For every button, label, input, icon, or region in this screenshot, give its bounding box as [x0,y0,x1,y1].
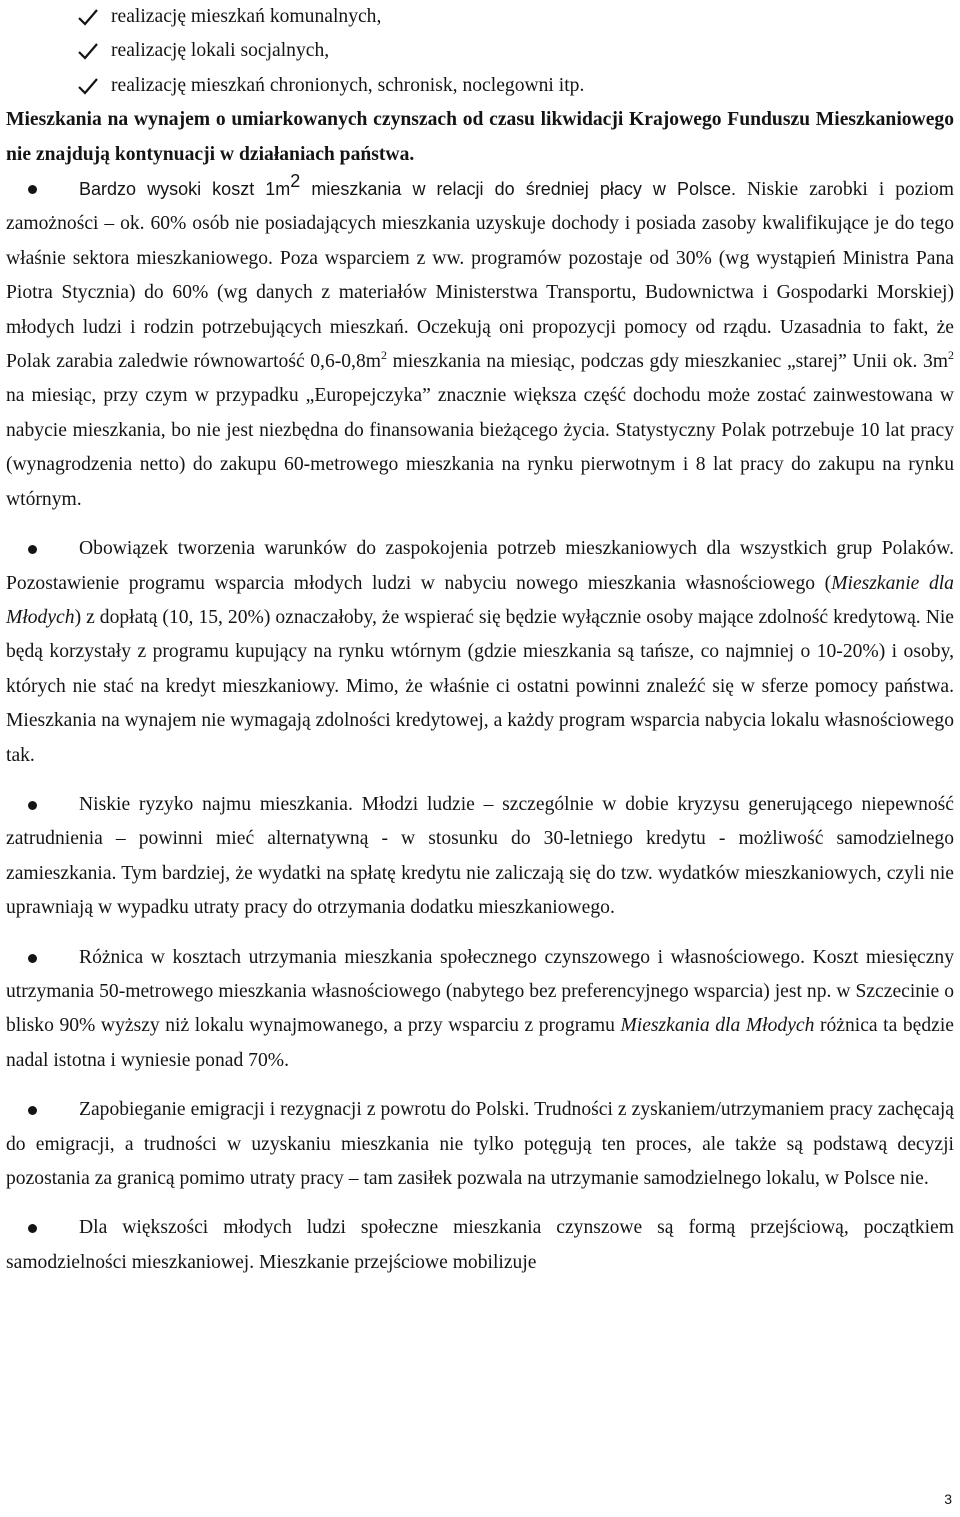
checkmark-icon [77,69,103,103]
bullet-text: Różnica w kosztach utrzymania mieszkania społecznego czynszowego i własnościowego. Koszt miesięczny utrzymania 50-metrowego mieszkania własnościowego (nabytego bez preferencyjnego wsparcia) jest np. w Szczecinie o blisko 90% wyższy niż lokalu wynajmowanego, a przy wsparciu z programu Mieszkania dla Młodych różnica ta będzie nadal istotna i wyniesie ponad 70%. [6,946,954,1071]
bullet-text: Zapobieganie emigracji i rezygnacji z powrotu do Polski. Trudności z zyskaniem/utrzymaniem pracy zachęcają do emigracji, a trudności w uzyskaniu mieszkania nie tylko potęgują ten proces, ale także są podstawą decyzji pozostania za granicą pomimo utraty pracy – tam zasiłek pozwala na utrzymanie samodzielnego lokalu, w Polsce nie. [6,1099,954,1189]
bullet-item-obligation [6,532,954,773]
list-item [6,0,954,34]
list-item [6,34,954,68]
page-number: 3 [944,1491,952,1507]
list-item-text: realizację lokali socjalnych, [111,40,330,62]
checkmark-icon [77,0,103,34]
document-page [6,0,954,1280]
bullet-item-emigration [6,1093,954,1196]
bullet-text: Niskie ryzyko najmu mieszkania. Młodzi ludzie – szczególnie w dobie kryzysu generującego niepewność zatrudnienia – powinni mieć alternatywną - w stosunku do 30-letniego kredytu - możliwość samodzielnego zamieszkania. Tym bardziej, że wydatki na spłatę kredytu nie zaliczają się do tzw. wydatków mieszkaniowych, czyli nie uprawniają w wypadku utraty pracy do otrzymania dodatku mieszkaniowego. [6,793,954,919]
bullet-text: Dla większości młodych ludzi społeczne mieszkania czynszowe są formą przejściową, początkiem samodzielności mieszkaniowej. Mieszkanie przejściowe mobilizuje [6,1217,954,1273]
bullet-text: Obowiązek tworzenia warunków do zaspokojenia potrzeb mieszkaniowych dla wszystkich grup Polaków. Pozostawienie programu wsparcia młodych ludzi w nabyciu nowego mieszkania własnościowego (Mieszkanie dla Młodych) z dopłatą (10, 15, 20%) oznaczałoby, że wspierać się będzie wyłącznie osoby mające zdolność kredytową. Nie będą korzystały z programu kupujący na rynku wtórnym (gdzie mieszkania są tańsze, co najmniej o 10-20%) i osoby, których nie stać na kredyt mieszkaniowy. Mimo, że właśnie ci ostatni powinni znaleźć się w sferze pomocy państwa. Mieszkania na wynajem nie wymagają zdolności kredytowej, a każdy program wsparcia nabycia lokalu własnościowego tak. [6,538,954,766]
bullet-text: Bardzo wysoki koszt $1m^2$ mieszkania w relacji do średniej płacy w Polsce. Niskie zarobki i poziom zamożności – ok. 60% osób nie posiadających mieszkania uzyskuje dochody i posiada zasoby kwalifikujące je do tego właśnie sektora mieszkaniowego. Poza wsparciem z ww. programów pozostaje od 30% (wg wystąpień Ministra Pana Piotra Stycznia) do 60% (wg danych z materiałów Ministerstwa Transportu, Budownictwa i Gospodarki Morskiej) młodych ludzi i rodzin potrzebujących mieszkań. Oczekują oni propozycji pomocy od rządu. Uzasadnia to fakt, że Polak zarabia zaledwie równowartość $0,6-0,8m^2$ mieszkania na miesiąc, podczas gdy mieszkaniec „starej” Unii ok. $3m^2$ na miesiąc, przy czym w przypadku „Europejczyka” znacznie większa część dochodu może zostać zainwestowana w nabycie mieszkania, bo nie jest niezbędna do finansowania bieżącego życia. Statystyczny Polak potrzebuje 10 lat pracy (wynagrodzenia netto) do zakupu 60-metrowego mieszkania na rynku pierwotnym i 8 lat pracy do zakupu na rynku wtórnym. [6,171,955,510]
list-item-text: realizację mieszkań chronionych, schronisk, noclegowni itp. [111,74,585,96]
list-item [6,69,954,103]
checklist [6,0,954,103]
bullet-item-cost [6,172,954,517]
list-item-text: realizację mieszkań komunalnych, [111,6,382,27]
intro-paragraph: Mieszkania na wynajem o umiarkowanych czynszach od czasu likwidacji Krajowego Funduszu Mieszkaniowego nie znajdują kontynuacji w działaniach państwa. [6,109,954,165]
bullet-item-young-people [6,1211,954,1280]
checkmark-icon [77,34,103,68]
bullet-item-cost-difference [6,941,954,1079]
bullet-item-risk [6,788,954,926]
